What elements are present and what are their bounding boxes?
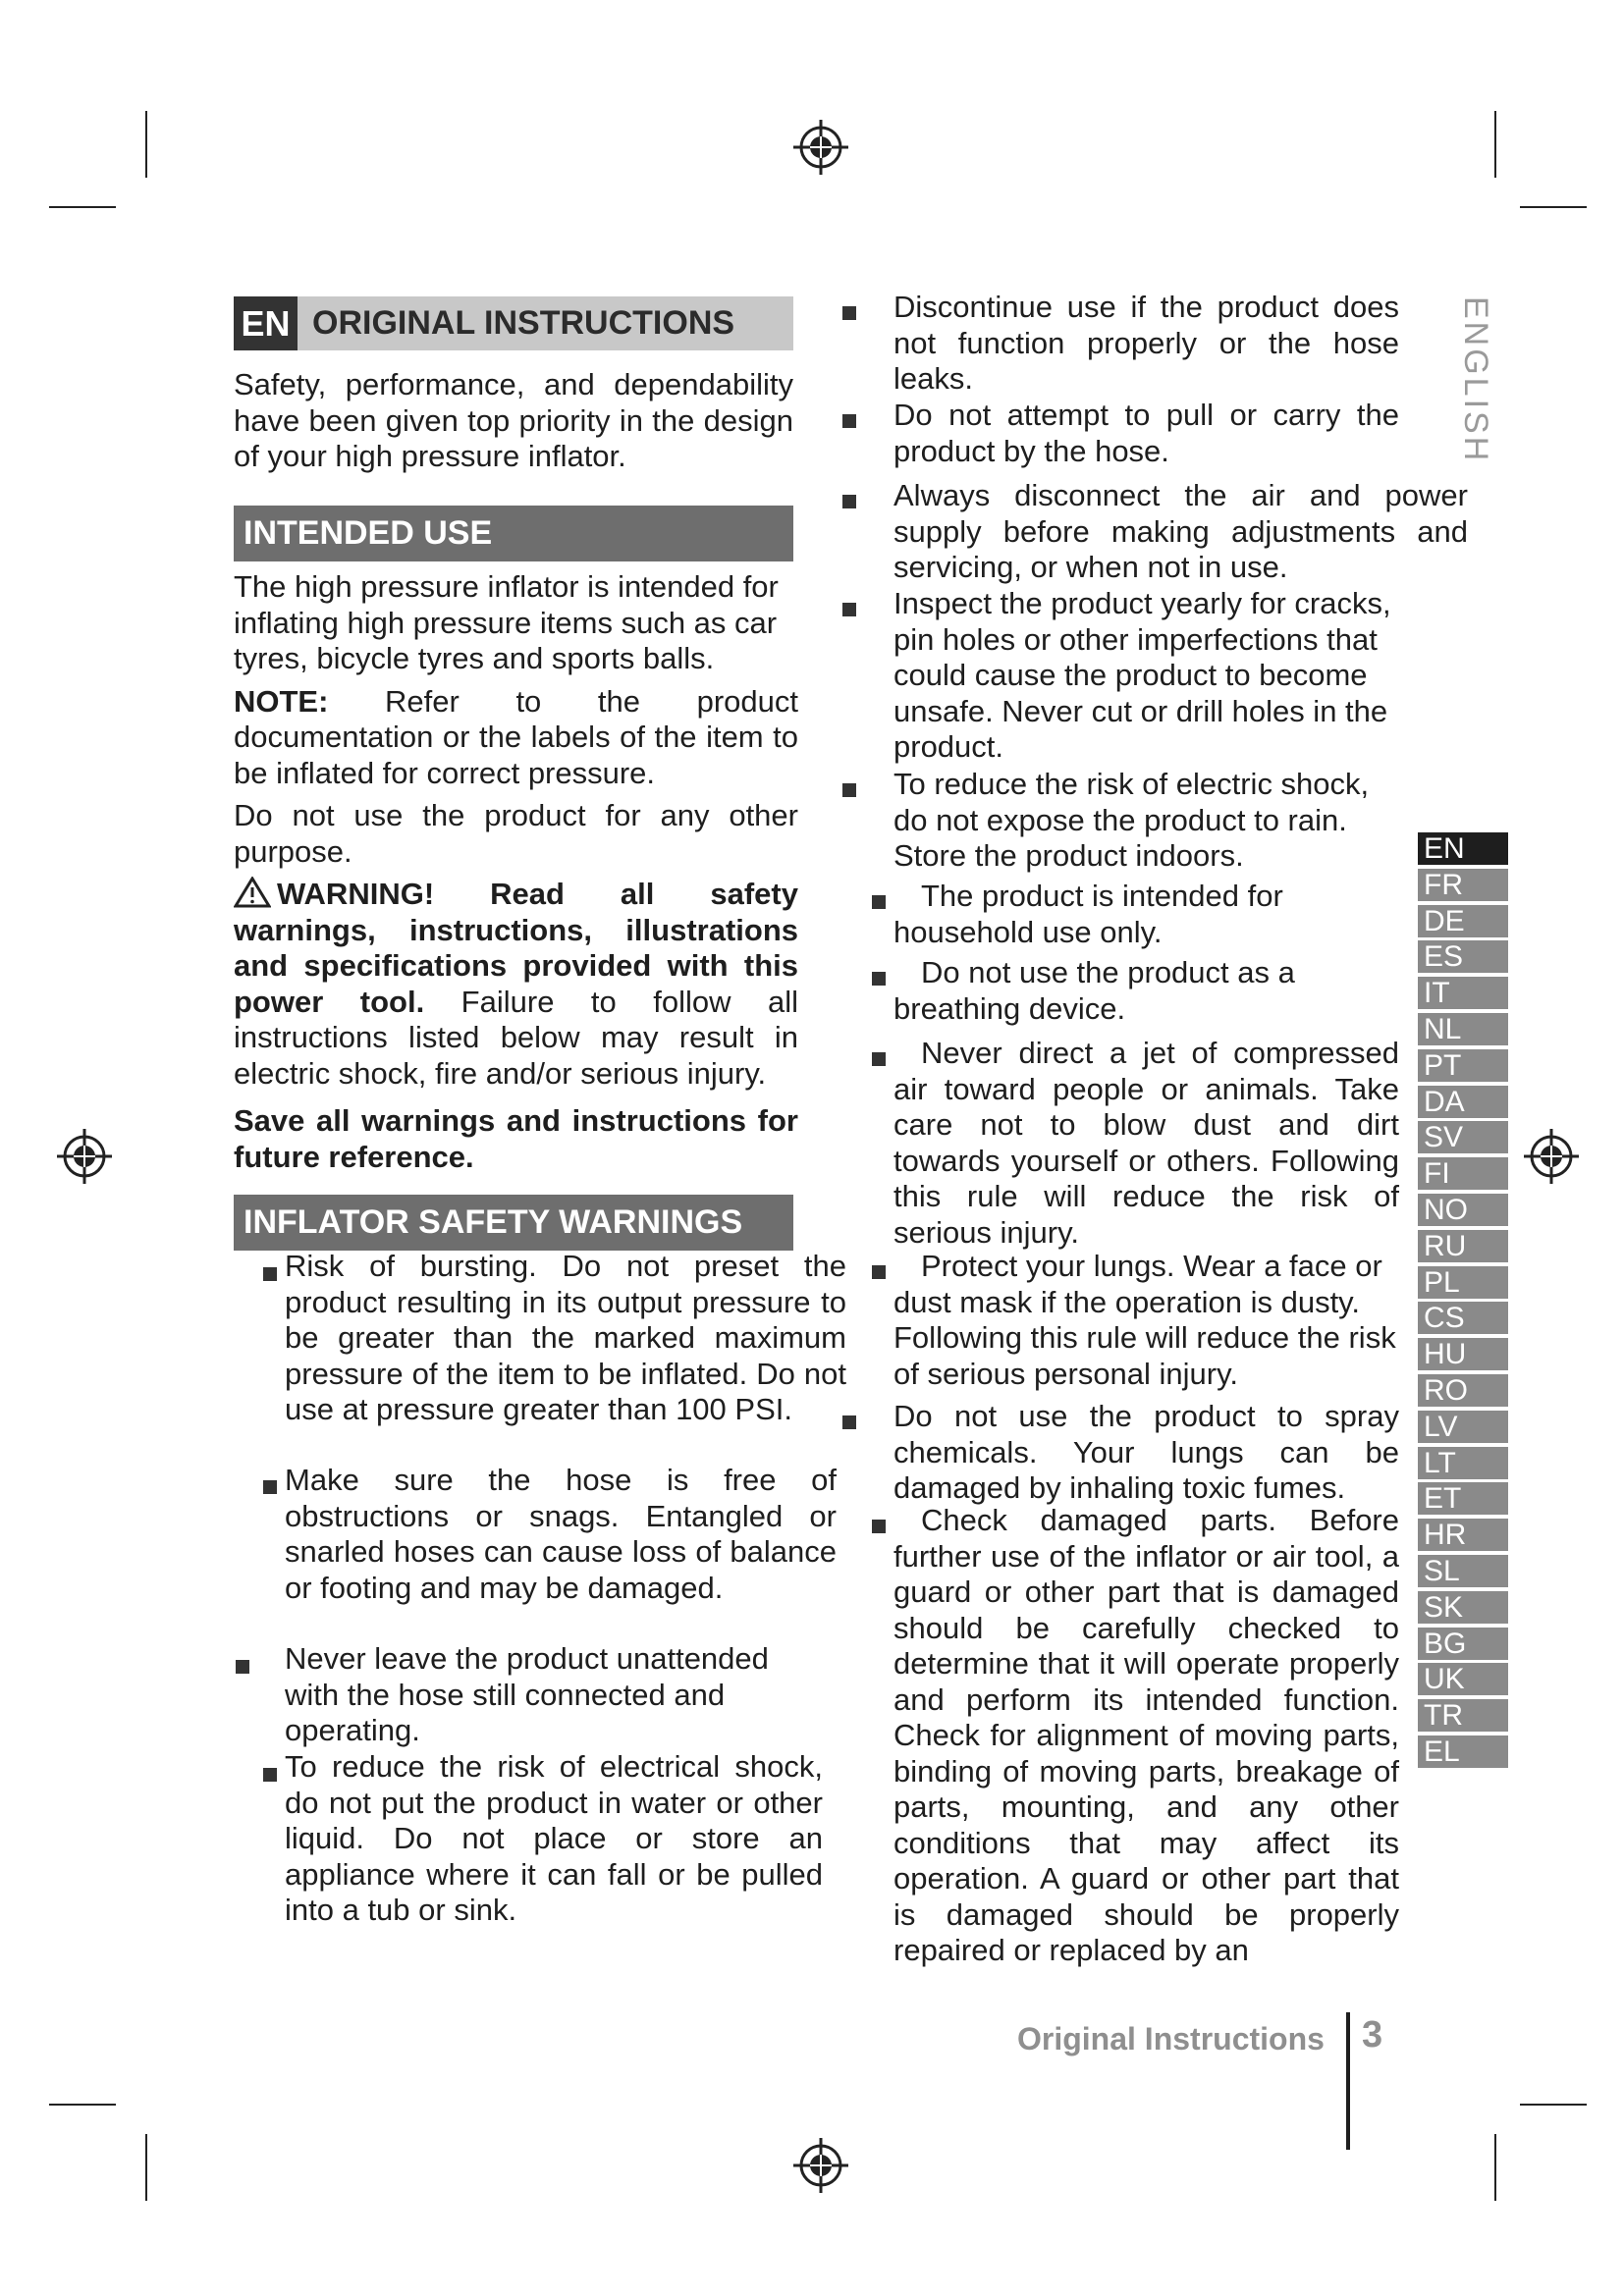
list-item: Make sure the hose is free of obstructions or snags. Entangled or snarled hoses can cause loss of balance or footing and may be damaged. (285, 1463, 837, 1605)
list-item: To reduce the risk of electrical shock, do not put the product in water or other liquid. Do not place or store an appliance where it can fall or be pulled into a tub or sink. (285, 1749, 823, 1927)
language-tab-sk[interactable]: SK (1418, 1591, 1508, 1624)
list-item: Do not use the product to spray chemicals. Your lungs can be damaged by inhaling toxic fumes. (893, 1399, 1399, 1505)
bullet-icon (842, 495, 856, 508)
language-tab-sv[interactable]: SV (1418, 1121, 1508, 1153)
language-tab-es[interactable]: ES (1418, 940, 1508, 973)
list-item: Inspect the product yearly for cracks, pin holes or other imperfections that could cause the product to become unsafe. Never cut or drill holes in the product. (893, 586, 1391, 764)
crop-mark (145, 2134, 147, 2201)
crop-mark (1494, 2134, 1496, 2201)
list-item: Never leave the product unattended with the hose still connected and operating. (285, 1641, 769, 1747)
note-text: Refer to the product documentation or the labels of the item to be inflated for correct pressure. (234, 683, 798, 790)
bullet-icon (842, 603, 856, 616)
language-tab-sl[interactable]: SL (1418, 1555, 1508, 1587)
language-tab-da[interactable]: DA (1418, 1086, 1508, 1118)
intended-use-heading: INTENDED USE (234, 506, 793, 561)
bullet-icon (263, 1480, 277, 1494)
language-tab-hu[interactable]: HU (1418, 1338, 1508, 1370)
bullet-icon (842, 783, 856, 797)
intro-text: Safety, performance, and dependability have been given top priority in the design of your high pressure inflator. (234, 367, 793, 473)
crop-mark (49, 206, 116, 208)
list-item: Never direct a jet of compressed air toward people or animals. Take care not to blow dust and dirt towards yourself or others. Following this rule will reduce the risk of serious injury. (893, 1036, 1399, 1250)
list-item: Always disconnect the air and power supply before making adjustments and servicing, or when not in use. (893, 478, 1468, 584)
bullet-icon (842, 414, 856, 428)
language-tab-lv[interactable]: LV (1418, 1411, 1508, 1443)
intended-use-text: The high pressure inflator is intended for inflating high pressure items such as car tyres, bicycle tyres and sports balls. (234, 569, 779, 675)
list-item: To reduce the risk of electric shock, do not expose the product to rain. Store the product indoors. (893, 767, 1370, 873)
language-tab-pl[interactable]: PL (1418, 1266, 1508, 1299)
language-tab-el[interactable]: EL (1418, 1735, 1508, 1768)
crop-mark (1520, 2104, 1587, 2106)
language-tab-ru[interactable]: RU (1418, 1230, 1508, 1262)
language-tab-hr[interactable]: HR (1418, 1519, 1508, 1551)
bullet-icon (872, 972, 886, 986)
page-title: ORIGINAL INSTRUCTIONS (312, 304, 735, 342)
english-side-text: ENGLISH (1457, 296, 1494, 464)
language-tab-nl[interactable]: NL (1418, 1013, 1508, 1045)
language-tab-fr[interactable]: FR (1418, 869, 1508, 901)
crop-mark (49, 2104, 116, 2106)
registration-mark-icon (791, 2136, 850, 2195)
list-item: Do not attempt to pull or carry the product by the hose. (893, 398, 1399, 468)
language-tab-uk[interactable]: UK (1418, 1663, 1508, 1695)
crop-mark (1520, 206, 1587, 208)
language-tab-tr[interactable]: TR (1418, 1699, 1508, 1732)
list-item: Do not use the product as a breathing device. (893, 955, 1295, 1026)
bullet-icon (872, 1265, 886, 1279)
bullet-icon (263, 1267, 277, 1281)
list-item: The product is intended for household use only. (893, 879, 1283, 949)
list-item: Risk of bursting. Do not preset the product resulting in its output pressure to be greater than the marked maximum pressure of the item to be inflated. Do not use at pressure greater than 100 PSI. (285, 1249, 846, 1426)
save-instructions-text: Save all warnings and instructions for future reference. (234, 1103, 798, 1174)
list-item: Check damaged parts. Before further use of the inflator or air tool, a guard or other part that is damaged should be carefully checked to determine that it will operate properly and perform its intended function. Check for alignment of moving parts, binding of moving parts, breakage of parts, mounting, and any other conditions that may affect its operation. A guard or other part that is damaged should be properly repaired or replaced by an (893, 1503, 1399, 1967)
language-tab-de[interactable]: DE (1418, 905, 1508, 937)
language-tab-bg[interactable]: BG (1418, 1628, 1508, 1660)
crop-mark (145, 111, 147, 178)
warning-bold-text: WARNING! Read all safety warnings, instructions, illustrations and specifications provided with this power tool. (234, 877, 798, 1019)
registration-mark-icon (791, 118, 850, 177)
language-tab-it[interactable]: IT (1418, 977, 1508, 1009)
warning-icon (234, 877, 271, 908)
bullet-icon (872, 1520, 886, 1533)
language-tab-lt[interactable]: LT (1418, 1447, 1508, 1479)
language-code-badge: EN (234, 296, 298, 350)
bullet-icon (842, 1415, 856, 1429)
intended-use-body (234, 569, 798, 1175)
page-number: 3 (1362, 2014, 1383, 2056)
language-tab-no[interactable]: NO (1418, 1194, 1508, 1226)
language-tab-cs[interactable]: CS (1418, 1302, 1508, 1334)
language-tab-fi[interactable]: FI (1418, 1157, 1508, 1190)
warning-text: Failure to follow all instructions listed below may result in electric shock, fire and/or serious injury. (234, 984, 798, 1091)
list-item: Discontinue use if the product does not function properly or the hose leaks. (893, 290, 1399, 396)
bullet-icon (236, 1660, 249, 1674)
inflator-safety-heading: INFLATOR SAFETY WARNINGS (234, 1195, 793, 1251)
warning-paragraph (234, 877, 798, 1092)
bullet-icon (872, 895, 886, 909)
note-paragraph (234, 684, 798, 792)
intro-paragraph (234, 367, 793, 475)
language-tab-ro[interactable]: RO (1418, 1374, 1508, 1407)
language-tab-et[interactable]: ET (1418, 1482, 1508, 1515)
language-tab-pt[interactable]: PT (1418, 1049, 1508, 1082)
purpose-text: Do not use the product for any other purpose. (234, 798, 798, 869)
note-label: NOTE: (234, 683, 329, 719)
list-item: Protect your lungs. Wear a face or dust mask if the operation is dusty. Following this rule will reduce the risk of serious personal injury. (893, 1249, 1396, 1391)
registration-mark-icon (1522, 1127, 1581, 1186)
crop-mark (1494, 111, 1496, 178)
footer-divider (1346, 2012, 1350, 2150)
bullet-icon (872, 1052, 886, 1066)
bullet-icon (263, 1768, 277, 1782)
bullet-icon (842, 306, 856, 320)
registration-mark-icon (55, 1127, 114, 1186)
language-tab-en[interactable]: EN (1418, 832, 1508, 865)
original-instructions-header (234, 296, 793, 350)
footer-label: Original Instructions (1017, 2021, 1325, 2056)
